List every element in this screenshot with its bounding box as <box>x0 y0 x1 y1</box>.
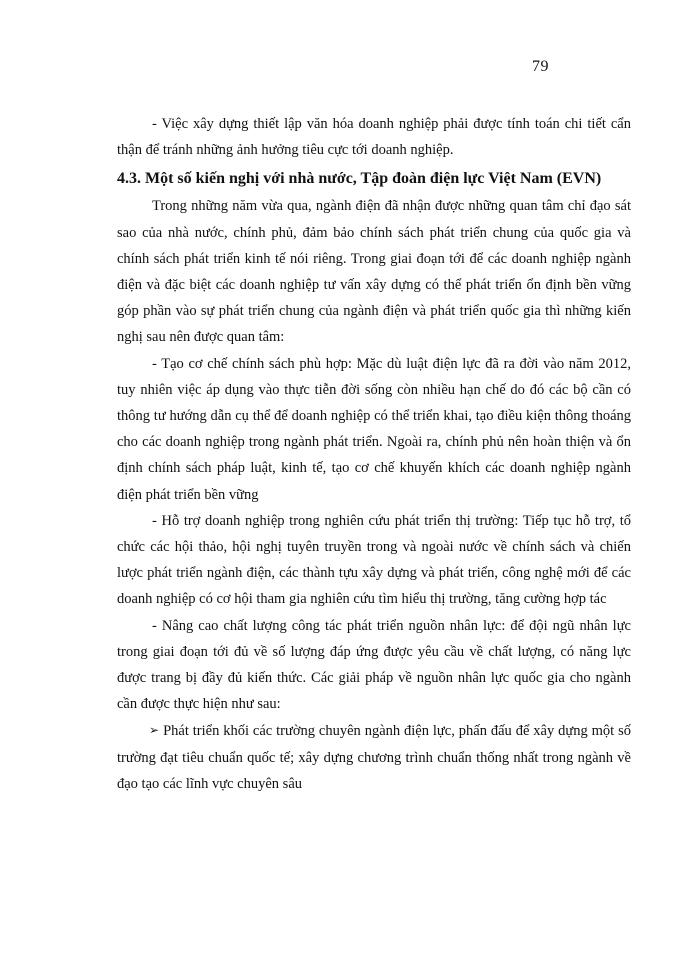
paragraph-1: Trong những năm vừa qua, ngành điện đã nhận được những quan tâm chỉ đạo sát sao của nhà nước, chính phủ, đảm bảo chính sách phát triển chung của quốc gia và chính sách phát triển kinh tế nói riêng. Trong giai đoạn tới để các doanh nghiệp ngành điện và đặc biệt các doanh nghiệp tư vấn xây dựng có thể phát triển ổn định bền vững góp phần vào sự phát triển chung của ngành điện và phát triển quốc gia thì những kiến nghị sau nên được quan tâm: <box>117 198 631 346</box>
sub-list-item-text: Phát triển khối các trường chuyên ngành điện lực, phấn đấu để xây dựng một số trường đạt tiêu chuẩn quốc tế; xây dựng chương trình chuẩn thống nhất trong ngành về đạo tạo các lĩnh vực chuyên sâu <box>117 723 631 792</box>
page-number: 79 <box>532 58 549 75</box>
list-item-1: - Tạo cơ chế chính sách phù hợp: Mặc dù luật điện lực đã ra đời vào năm 2012, tuy nhiên việc áp dụng vào thực tiễn đời sống còn nhiều hạn chế do đó các bộ cần có thông tư hướng dẫn cụ thể để doanh nghiệp có thể triển khai, tạo điều kiện thông thoáng cho các doanh nghiệp trong ngành phát triển. Ngoài ra, chính phủ nên hoàn thiện và ổn định chính sách pháp luật, kinh tế, tạo cơ chế khuyến khích các doanh nghiệp ngành điện phát triển bền vững <box>117 355 631 503</box>
list-item-3: - Nâng cao chất lượng công tác phát triển nguồn nhân lực: để đội ngũ nhân lực trong giai đoạn tới đủ về số lượng đáp ứng được yêu cầu về chất lượng, có năng lực được trang bị đầy đủ kiến thức. Các giải pháp về nguồn nhân lực quốc gia cho ngành cần được thực hiện như sau: <box>117 617 631 713</box>
list-item-2: - Hỗ trợ doanh nghiệp trong nghiên cứu phát triển thị trường: Tiếp tục hỗ trợ, tổ chức các hội thảo, hội nghị tuyên truyền trong và ngoài nước về chính sách và chiến lược phát triển ngành điện, các thành tựu xây dựng và phát triển, công nghệ mới để các doanh nghiệp có cơ hội tham gia nghiên cứu tìm hiểu thị trường, tăng cường hợp tác <box>117 512 631 608</box>
arrow-bullet-icon: ➢ <box>149 723 160 738</box>
section-heading: 4.3. Một số kiến nghị với nhà nước, Tập đoàn điện lực Việt Nam (EVN) <box>117 170 602 188</box>
intro-paragraph: - Việc xây dựng thiết lập văn hóa doanh nghiệp phải được tính toán chi tiết cẩn thận để tránh những ảnh hưởng tiêu cực tới doanh nghiệp. <box>117 116 631 159</box>
sub-list-item-1 <box>117 717 631 797</box>
page-content <box>117 111 631 797</box>
